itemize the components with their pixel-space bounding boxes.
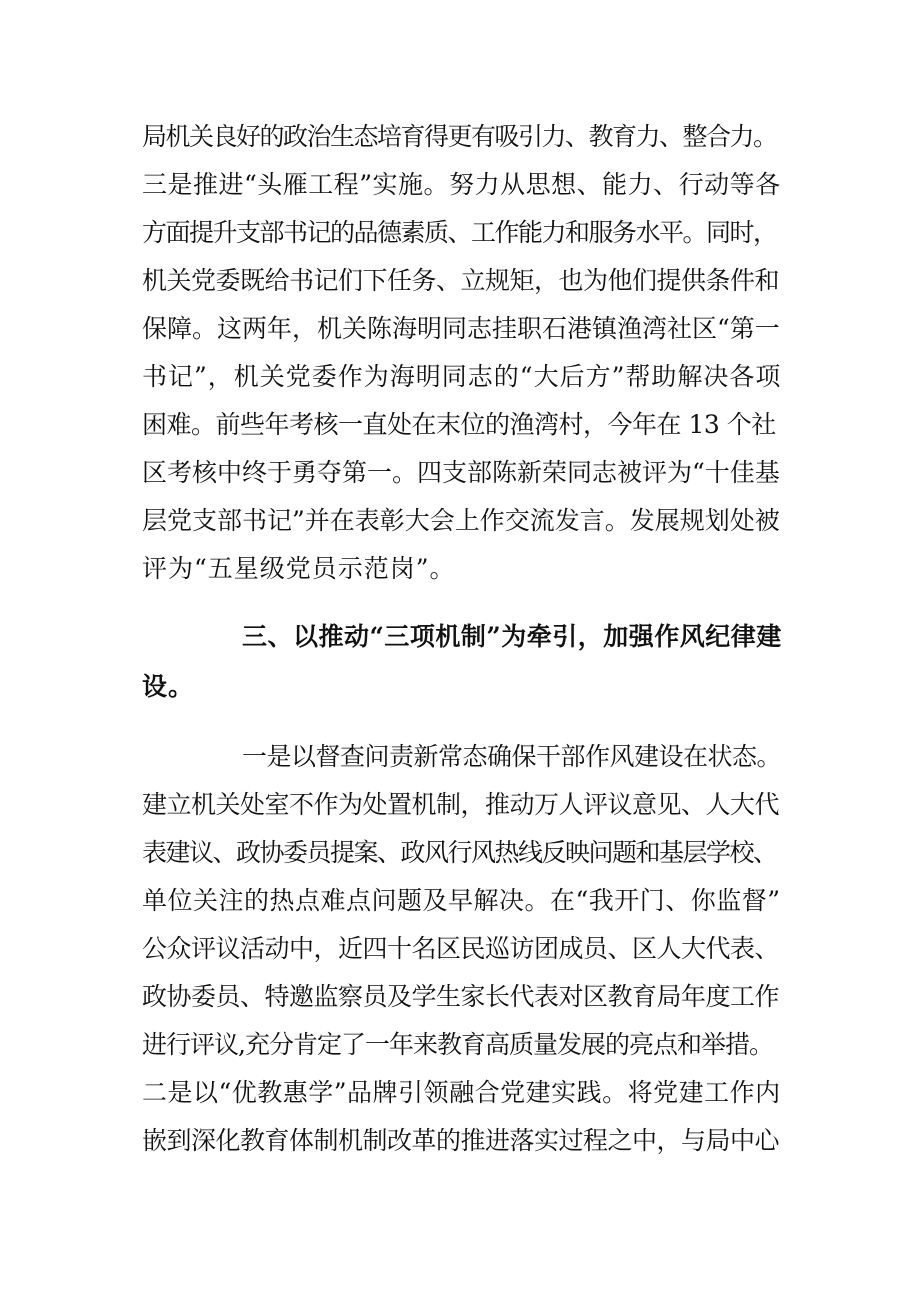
section-heading: 三、以推动“三项机制”为牵引，加强作风纪律建 xyxy=(242,622,782,651)
paragraph-2-line-4: 单位关注的热点难点问题及早解决。在“我开门、你监督” xyxy=(142,886,781,915)
paragraph-1-line-10: 评为“五星级党员示范岗”。 xyxy=(142,554,456,583)
paragraph-1-line-8: 区考核中终于勇夺第一。四支部陈新荣同志被评为“十佳基 xyxy=(142,458,780,487)
paragraph-1-line-1: 局机关良好的政治生态培育得更有吸引力、教育力、整合力。 xyxy=(142,122,777,151)
paragraph-1-line-9: 层党支部书记”并在表彰大会上作交流发言。发展规划处被 xyxy=(142,506,780,535)
paragraph-1-line-6: 书记”，机关党委作为海明同志的“大后方”帮助解决各项 xyxy=(142,362,782,391)
paragraph-2-line-9: 嵌到深化教育体制机制改革的推进落实过程之中，与局中心 xyxy=(142,1126,780,1155)
paragraph-2-line-8: 二是以“优教惠学”品牌引领融合党建实践。将党建工作内 xyxy=(142,1078,781,1107)
paragraph-1-line-5: 保障。这两年，机关陈海明同志挂职石港镇渔湾社区“第一 xyxy=(142,314,780,343)
section-heading-continued: 设。 xyxy=(142,672,195,701)
paragraph-2-line-7: 进行评议,充分肯定了一年来教育高质量发展的亮点和举措。 xyxy=(142,1030,773,1059)
paragraph-1-line-2: 三是推进“头雁工程”实施。努力从思想、能力、行动等各 xyxy=(142,170,781,199)
paragraph-2-line-1: 一是以督查问责新常态确保干部作风建设在状态。 xyxy=(242,742,782,771)
paragraph-2-line-2: 建立机关处室不作为处置机制，推动万人评议意见、人大代 xyxy=(142,790,780,819)
paragraph-2-line-3: 表建议、政协委员提案、政风行风热线反映问题和基层学校、 xyxy=(142,838,777,867)
paragraph-1-line-4: 机关党委既给书记们下任务、立规矩，也为他们提供条件和 xyxy=(142,266,780,295)
paragraph-2-line-6: 政协委员、特邀监察员及学生家长代表对区教育局年度工作 xyxy=(142,982,780,1011)
paragraph-1-line-7: 困难。前些年考核一直处在末位的渔湾村，今年在 13 个社 xyxy=(142,410,776,439)
paragraph-1-line-3: 方面提升支部书记的品德素质、工作能力和服务水平。同时， xyxy=(142,218,777,247)
paragraph-2-line-5: 公众评议活动中，近四十名区民巡访团成员、区人大代表、 xyxy=(142,934,780,963)
